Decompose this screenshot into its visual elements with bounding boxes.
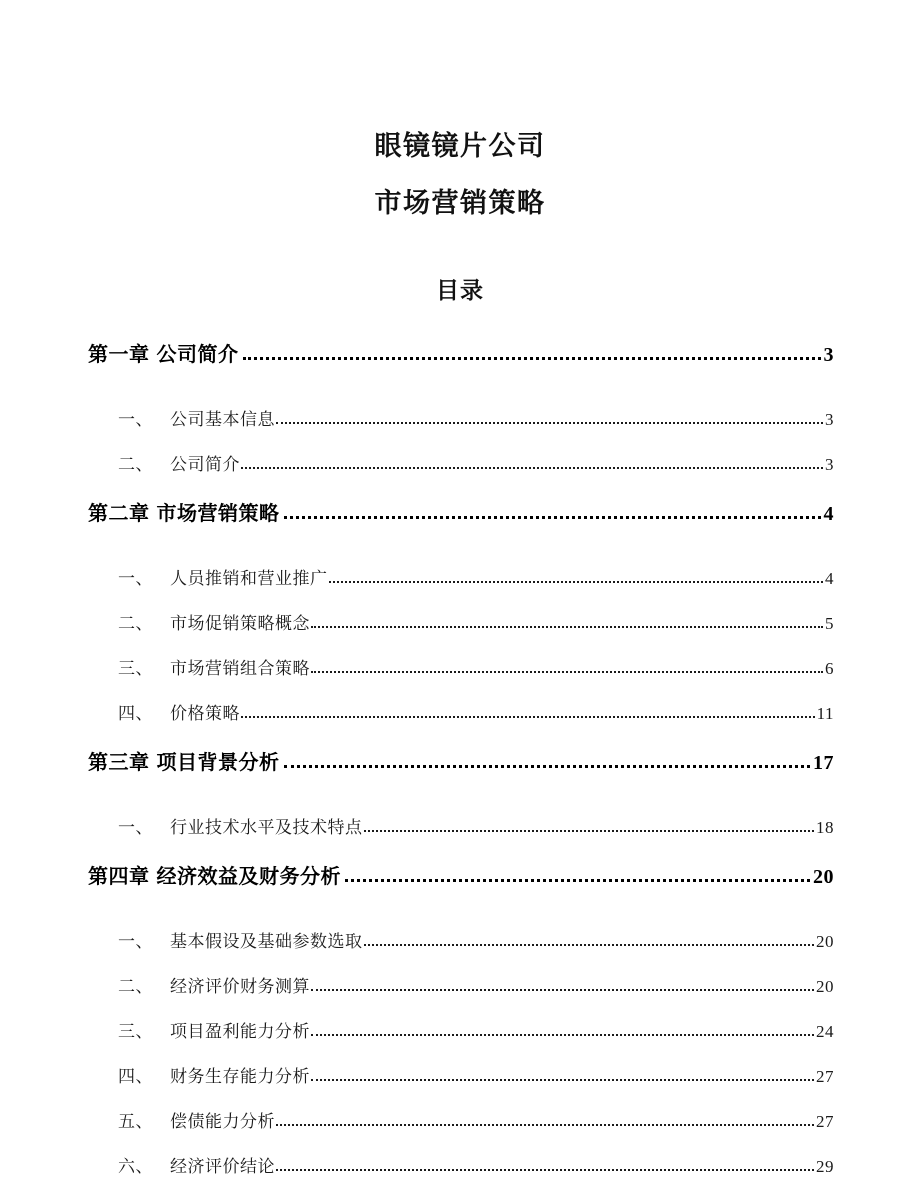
- toc-section-entry[interactable]: [0, 385, 920, 430]
- toc-entry-label: 市场营销策略: [156, 503, 280, 525]
- toc-section-entry[interactable]: [0, 1042, 920, 1087]
- toc-dot-leader: [364, 944, 815, 946]
- toc-entry-number: 二、: [118, 614, 153, 633]
- toc-page-number: 11: [816, 704, 834, 723]
- toc-page-number: 6: [825, 659, 834, 678]
- toc-page-number: 29: [816, 1157, 834, 1176]
- toc-page-number: 4: [823, 503, 834, 525]
- toc-entry-number: 一、: [118, 818, 153, 837]
- toc-entry-label: 偿债能力分析: [170, 1112, 275, 1131]
- toc-page-number: 24: [816, 1022, 834, 1041]
- toc-page-number: 18: [816, 818, 834, 837]
- toc-page-number: 3: [825, 455, 834, 474]
- toc-section-entry[interactable]: [0, 589, 920, 634]
- toc-section-entry[interactable]: [0, 793, 920, 838]
- toc-page-number: 27: [816, 1112, 834, 1131]
- toc-section-entry[interactable]: [0, 997, 920, 1042]
- toc-page-number: 17: [813, 752, 834, 774]
- toc-dot-leader: [311, 1079, 814, 1081]
- toc-page-number: 5: [825, 614, 834, 633]
- document-title-line-1: 眼镜镜片公司: [374, 131, 546, 161]
- toc-dot-leader: [276, 1124, 814, 1126]
- toc-entry-number: 二、: [118, 977, 153, 996]
- toc-entry-number: 五、: [118, 1112, 153, 1131]
- toc-page-number: 20: [816, 932, 834, 951]
- toc-entry-label: 价格策略: [170, 704, 240, 723]
- toc-entry-number: 一、: [118, 932, 153, 951]
- toc-entry-number: 第四章: [88, 866, 150, 888]
- toc-dot-leader: [276, 1169, 814, 1171]
- toc-entry-label: 项目背景分析: [156, 752, 280, 774]
- toc-entry-number: 三、: [118, 1022, 153, 1041]
- toc-dot-leader: [241, 716, 815, 718]
- toc-entry-number: 四、: [118, 1067, 153, 1086]
- toc-entry-number: 六、: [118, 1157, 153, 1176]
- toc-section-entry[interactable]: [0, 430, 920, 475]
- toc-chapter-entry[interactable]: [0, 489, 920, 526]
- toc-entry-label: 市场营销组合策略: [170, 659, 310, 678]
- toc-page-number: 20: [816, 977, 834, 996]
- toc-page-number: 4: [825, 569, 834, 588]
- toc-entry-label: 公司简介: [170, 455, 240, 474]
- toc-dot-leader: [241, 467, 823, 469]
- document-title-line-2: 市场营销策略: [374, 188, 546, 218]
- toc-dot-leader: [364, 830, 815, 832]
- toc-entry-label: 公司基本信息: [170, 410, 275, 429]
- toc-dot-leader: [345, 879, 810, 882]
- toc-entry-number: 三、: [118, 659, 153, 678]
- toc-entry-number: 一、: [118, 410, 153, 429]
- toc-dot-leader: [243, 357, 821, 360]
- toc-dot-leader: [284, 765, 811, 768]
- toc-entry-number: 第一章: [88, 344, 150, 366]
- toc-dot-leader: [329, 581, 824, 583]
- toc-entry-label: 财务生存能力分析: [170, 1067, 310, 1086]
- toc-page-number: 3: [825, 410, 834, 429]
- toc-entry-label: 项目盈利能力分析: [170, 1022, 310, 1041]
- toc-section-entry[interactable]: [0, 907, 920, 952]
- toc-heading: 目录: [436, 277, 484, 303]
- toc-entry-label: 市场促销策略概念: [170, 614, 310, 633]
- toc-dot-leader: [311, 671, 823, 673]
- toc-entry-number: 第二章: [88, 503, 150, 525]
- toc-entry-label: 经济效益及财务分析: [156, 866, 341, 888]
- toc-entry-label: 公司简介: [156, 344, 239, 366]
- table-of-contents: [0, 330, 920, 1177]
- toc-entry-number: 四、: [118, 704, 153, 723]
- toc-entry-label: 行业技术水平及技术特点: [170, 818, 363, 837]
- toc-entry-label: 经济评价结论: [170, 1157, 275, 1176]
- toc-chapter-entry[interactable]: [0, 330, 920, 367]
- toc-dot-leader: [311, 1034, 814, 1036]
- toc-chapter-entry[interactable]: [0, 852, 920, 889]
- toc-page-number: 27: [816, 1067, 834, 1086]
- toc-entry-label: 基本假设及基础参数选取: [170, 932, 363, 951]
- toc-chapter-entry[interactable]: [0, 738, 920, 775]
- document-title-block: [0, 118, 920, 232]
- toc-dot-leader: [311, 989, 814, 991]
- toc-dot-leader: [284, 516, 821, 519]
- toc-section-entry[interactable]: [0, 634, 920, 679]
- toc-entry-label: 经济评价财务测算: [170, 977, 310, 996]
- toc-entry-number: 第三章: [88, 752, 150, 774]
- toc-dot-leader: [311, 626, 823, 628]
- toc-page-number: 20: [813, 866, 834, 888]
- toc-section-entry[interactable]: [0, 1087, 920, 1132]
- toc-section-entry[interactable]: [0, 952, 920, 997]
- toc-section-entry[interactable]: [0, 544, 920, 589]
- toc-entry-label: 人员推销和营业推广: [170, 569, 328, 588]
- toc-dot-leader: [276, 422, 823, 424]
- toc-section-entry[interactable]: [0, 1132, 920, 1177]
- toc-section-entry[interactable]: [0, 679, 920, 724]
- toc-entry-number: 一、: [118, 569, 153, 588]
- toc-entry-number: 二、: [118, 455, 153, 474]
- toc-page-number: 3: [823, 344, 834, 366]
